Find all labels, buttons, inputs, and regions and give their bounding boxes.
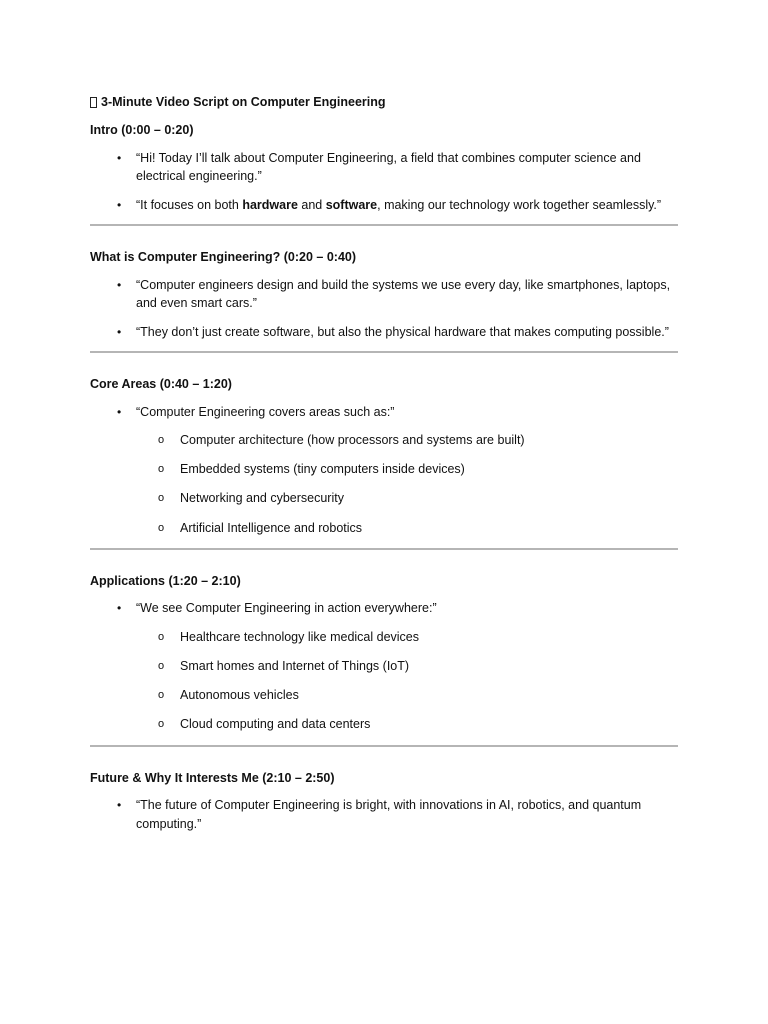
section-divider	[90, 224, 678, 226]
sub-list-item	[90, 686, 678, 705]
sub-bullet-icon: o	[158, 630, 165, 643]
missing-glyph-icon	[90, 97, 97, 108]
sub-list-item	[90, 657, 678, 676]
sub-bullet-icon: o	[158, 521, 165, 534]
sub-list-item-text: Autonomous vehicles	[180, 688, 299, 703]
list-item-text: “We see Computer Engineering in action everywhere:”	[136, 601, 437, 616]
sub-list-item-text: Artificial Intelligence and robotics	[180, 520, 363, 535]
sub-bullet-icon: o	[158, 718, 165, 731]
section-divider	[90, 548, 678, 550]
sub-bullet-icon: o	[158, 463, 165, 476]
bullet-icon: •	[117, 150, 122, 165]
sub-bullet-icon: o	[158, 434, 165, 446]
bold-term: software	[325, 197, 378, 212]
section-heading-future: Future & Why It Interests Me (2:10 – 2:50)	[90, 770, 335, 785]
document-title: 3-Minute Video Script on Computer Engineering	[101, 94, 386, 109]
section-divider	[90, 351, 678, 353]
sub-bullet-icon: o	[158, 492, 165, 505]
list-item	[90, 276, 678, 313]
list-item-text: “They don’t just create software, but also the physical hardware that makes computing possible.”	[136, 324, 669, 339]
list-item-text: “Computer Engineering covers areas such as:”	[136, 404, 395, 419]
list-item	[90, 403, 678, 422]
sub-list-item	[90, 628, 678, 647]
section-divider	[90, 745, 678, 747]
list-item	[90, 323, 678, 342]
section-heading-intro: Intro (0:00 – 0:20)	[90, 123, 194, 137]
sub-list-item	[90, 489, 678, 508]
sub-bullet-icon: o	[158, 689, 165, 702]
list-item-text: “It focuses on both hardware and software, making our technology work together seamlessly.”	[136, 197, 662, 212]
section-heading-what-is: What is Computer Engineering? (0:20 – 0:40)	[90, 250, 357, 264]
section-heading-applications: Applications (1:20 – 2:10)	[90, 573, 241, 588]
sub-list-item	[90, 715, 678, 734]
list-item	[90, 796, 678, 833]
sub-bullet-icon: o	[158, 659, 165, 672]
sub-list-item-text: Networking and cybersecurity	[180, 491, 344, 506]
list-item-text: “Hi! Today I’ll talk about Computer Engineering, a field that combines computer science and electrical engineering.”	[136, 150, 641, 183]
sub-list-item-text: Embedded systems (tiny computers inside devices)	[180, 462, 465, 477]
sub-list-item	[90, 460, 678, 479]
list-item-text: “The future of Computer Engineering is bright, with innovations in AI, robotics, and quantum computing.”	[136, 798, 642, 831]
section-heading-core-areas: Core Areas (0:40 – 1:20)	[90, 377, 232, 391]
sub-list-item-text: Cloud computing and data centers	[180, 717, 371, 732]
bullet-icon: •	[117, 404, 122, 419]
sub-list-item	[90, 519, 678, 538]
sub-list-item-text: Healthcare technology like medical devices	[180, 629, 420, 644]
list-item	[90, 149, 678, 186]
bullet-icon: •	[117, 601, 122, 616]
bullet-icon: •	[117, 277, 122, 292]
bullet-icon: •	[117, 798, 122, 812]
bold-term: hardware	[242, 197, 298, 212]
document-title-row	[90, 92, 678, 112]
list-item-text: “Computer engineers design and build the systems we use every day, like smartphones, laptops, and even smart cars.”	[136, 277, 671, 310]
bullet-icon: •	[117, 324, 122, 339]
sub-list-item-text: Smart homes and Internet of Things (IoT)	[180, 658, 410, 673]
bullet-icon: •	[117, 197, 122, 212]
sub-list-item-text: Computer architecture (how processors and systems are built)	[180, 433, 525, 447]
list-item	[90, 196, 678, 215]
sub-list-item	[90, 431, 678, 450]
document-page	[90, 92, 678, 843]
list-item	[90, 599, 678, 618]
